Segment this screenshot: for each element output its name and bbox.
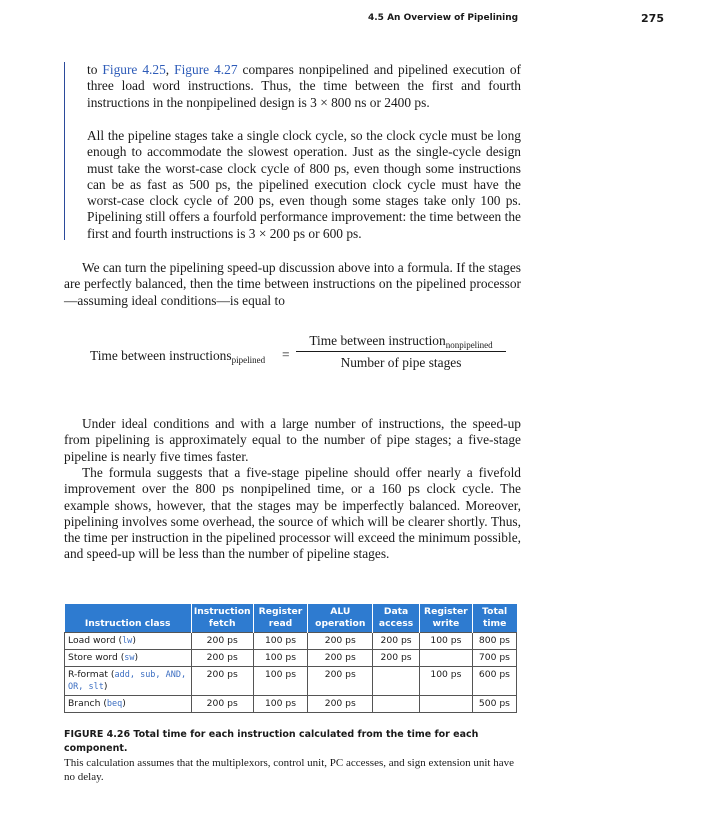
body-paragraph-formula-intro: We can turn the pipelining speed-up discussion above into a formula. If the stages are perfectly balanced, then the time between instructions on the pipelined processor—assuming ideal conditions—is equal to [64, 260, 521, 308]
table-cell: 200 ps [373, 633, 420, 650]
table-cell: 100 ps [419, 633, 472, 650]
class-code: lw [122, 636, 133, 646]
figure-link-4-25[interactable]: Figure 4.25 [102, 62, 166, 77]
section-title: 4.5 An Overview of Pipelining [368, 13, 519, 23]
class-code: beq [106, 699, 123, 709]
formula-numerator-text: Time between instruction [309, 333, 446, 348]
table-cell: 100 ps [253, 696, 308, 713]
table-cell: 500 ps [472, 696, 516, 713]
class-label-end: ) [122, 698, 126, 709]
text-run: compares nonpipelined and pipelined execution of three load word instructions. Thus, the time between the first and fourth instructions in the nonpipelined design is 3 × 800 ns or 2400 ps. [87, 62, 522, 110]
col-header-data-access: Data access [373, 604, 420, 633]
table-cell: 200 ps [308, 633, 373, 650]
text-run: to [87, 62, 103, 77]
table-cell [373, 667, 420, 696]
class-label: Load word ( [68, 635, 123, 646]
instruction-class-cell [65, 667, 192, 696]
col-header-register-write: Register write [419, 604, 472, 633]
formula-denominator: Number of pipe stages [340, 355, 462, 370]
table-row [65, 650, 517, 667]
table-header-row [65, 604, 517, 633]
class-label-end: ) [134, 652, 139, 663]
text-run: , [165, 62, 175, 77]
class-label-end: ) [103, 681, 108, 692]
example-paragraph-2: All the pipeline stages take a single clock cycle, so the clock cycle must be long enough to accommodate the slowest operation. Just as the single-cycle design must take the worst-case clock cycle of 800 ps, even though some instructions can be as fast as 500 ps, the pipelined execution clock cycle must have the worst-case clock cycle of 200 ps, even though some stages take only 100 ps. Pipelining still offers a fourfold performance improvement: the time between the first and fourth instructions is 3 × 200 ps or 600 ps. [87, 128, 521, 241]
figure-link-4-27[interactable]: Figure 4.27 [174, 62, 238, 77]
table-row [65, 696, 517, 713]
table-cell: 100 ps [253, 633, 308, 650]
example-margin-bar [64, 62, 65, 240]
formula-fraction [296, 333, 506, 371]
col-header-instruction-class: Instruction class [65, 604, 192, 633]
table-cell: 200 ps [373, 650, 420, 667]
class-label: R-format ( [68, 669, 115, 680]
table-cell [419, 696, 472, 713]
example-paragraph-1 [87, 62, 521, 111]
class-label: Store word ( [68, 652, 125, 663]
table-cell [373, 696, 420, 713]
table-row [65, 667, 517, 696]
instruction-class-cell [65, 633, 192, 650]
table-cell: 100 ps [253, 667, 308, 696]
formula-numerator-subscript: nonpipelined [445, 340, 493, 350]
instruction-class-cell [65, 696, 192, 713]
formula-lhs-subscript: pipelined [231, 355, 266, 365]
figure-caption [64, 728, 524, 784]
running-header [0, 11, 708, 27]
formula-equals: = [282, 347, 290, 362]
formula-numerator [296, 333, 506, 351]
class-label-end: ) [132, 635, 136, 646]
table-cell: 700 ps [472, 650, 516, 667]
formula-lhs [90, 348, 265, 364]
table-cell [419, 650, 472, 667]
table-cell: 600 ps [472, 667, 516, 696]
table-cell: 200 ps [308, 667, 373, 696]
col-header-alu-operation: ALU operation [308, 604, 373, 633]
body-paragraph-five-stage: The formula suggests that a five-stage pipeline should offer nearly a fivefold improvement over the 800 ps nonpipelined time, or a 160 ps clock cycle. The example shows, however, that the stages may be imperfectly balanced. Moreover, pipelining involves some overhead, the source of which will be clearer shortly. Thus, the time per instruction in the pipelined processor will exceed the minimum possible, and speed-up will be less than the number of pipeline stages. [64, 465, 521, 562]
table-cell: 200 ps [308, 696, 373, 713]
instruction-class-cell [65, 650, 192, 667]
table-cell: 100 ps [253, 650, 308, 667]
table-cell: 200 ps [191, 650, 253, 667]
page-number: 275 [641, 12, 664, 25]
table-cell: 100 ps [419, 667, 472, 696]
class-code: sw [124, 653, 135, 663]
table-cell: 200 ps [191, 633, 253, 650]
table-cell: 800 ps [472, 633, 516, 650]
table-cell: 200 ps [191, 667, 253, 696]
col-header-total-time: Total time [472, 604, 516, 633]
table-cell: 200 ps [191, 696, 253, 713]
formula-lhs-text: Time between instructions [90, 348, 232, 363]
caption-body: This calculation assumes that the multiplexors, control unit, PC accesses, and sign extension unit have no delay. [64, 757, 514, 783]
speedup-formula [90, 333, 510, 381]
class-label: Branch ( [68, 698, 107, 709]
instruction-timing-table [64, 604, 517, 713]
class-code: add, sub, AND, OR, slt [68, 670, 187, 692]
col-header-register-read: Register read [253, 604, 308, 633]
caption-title: FIGURE 4.26 Total time for each instruction calculated from the time for each component. [64, 729, 479, 754]
col-header-instruction-fetch: Instruction fetch [191, 604, 253, 633]
table-cell: 200 ps [308, 650, 373, 667]
body-paragraph-ideal-speedup: Under ideal conditions and with a large number of instructions, the speed-up from pipelining is approximately equal to the number of pipe stages; a five-stage pipeline is nearly five times faster. [64, 416, 521, 464]
table-row [65, 633, 517, 650]
